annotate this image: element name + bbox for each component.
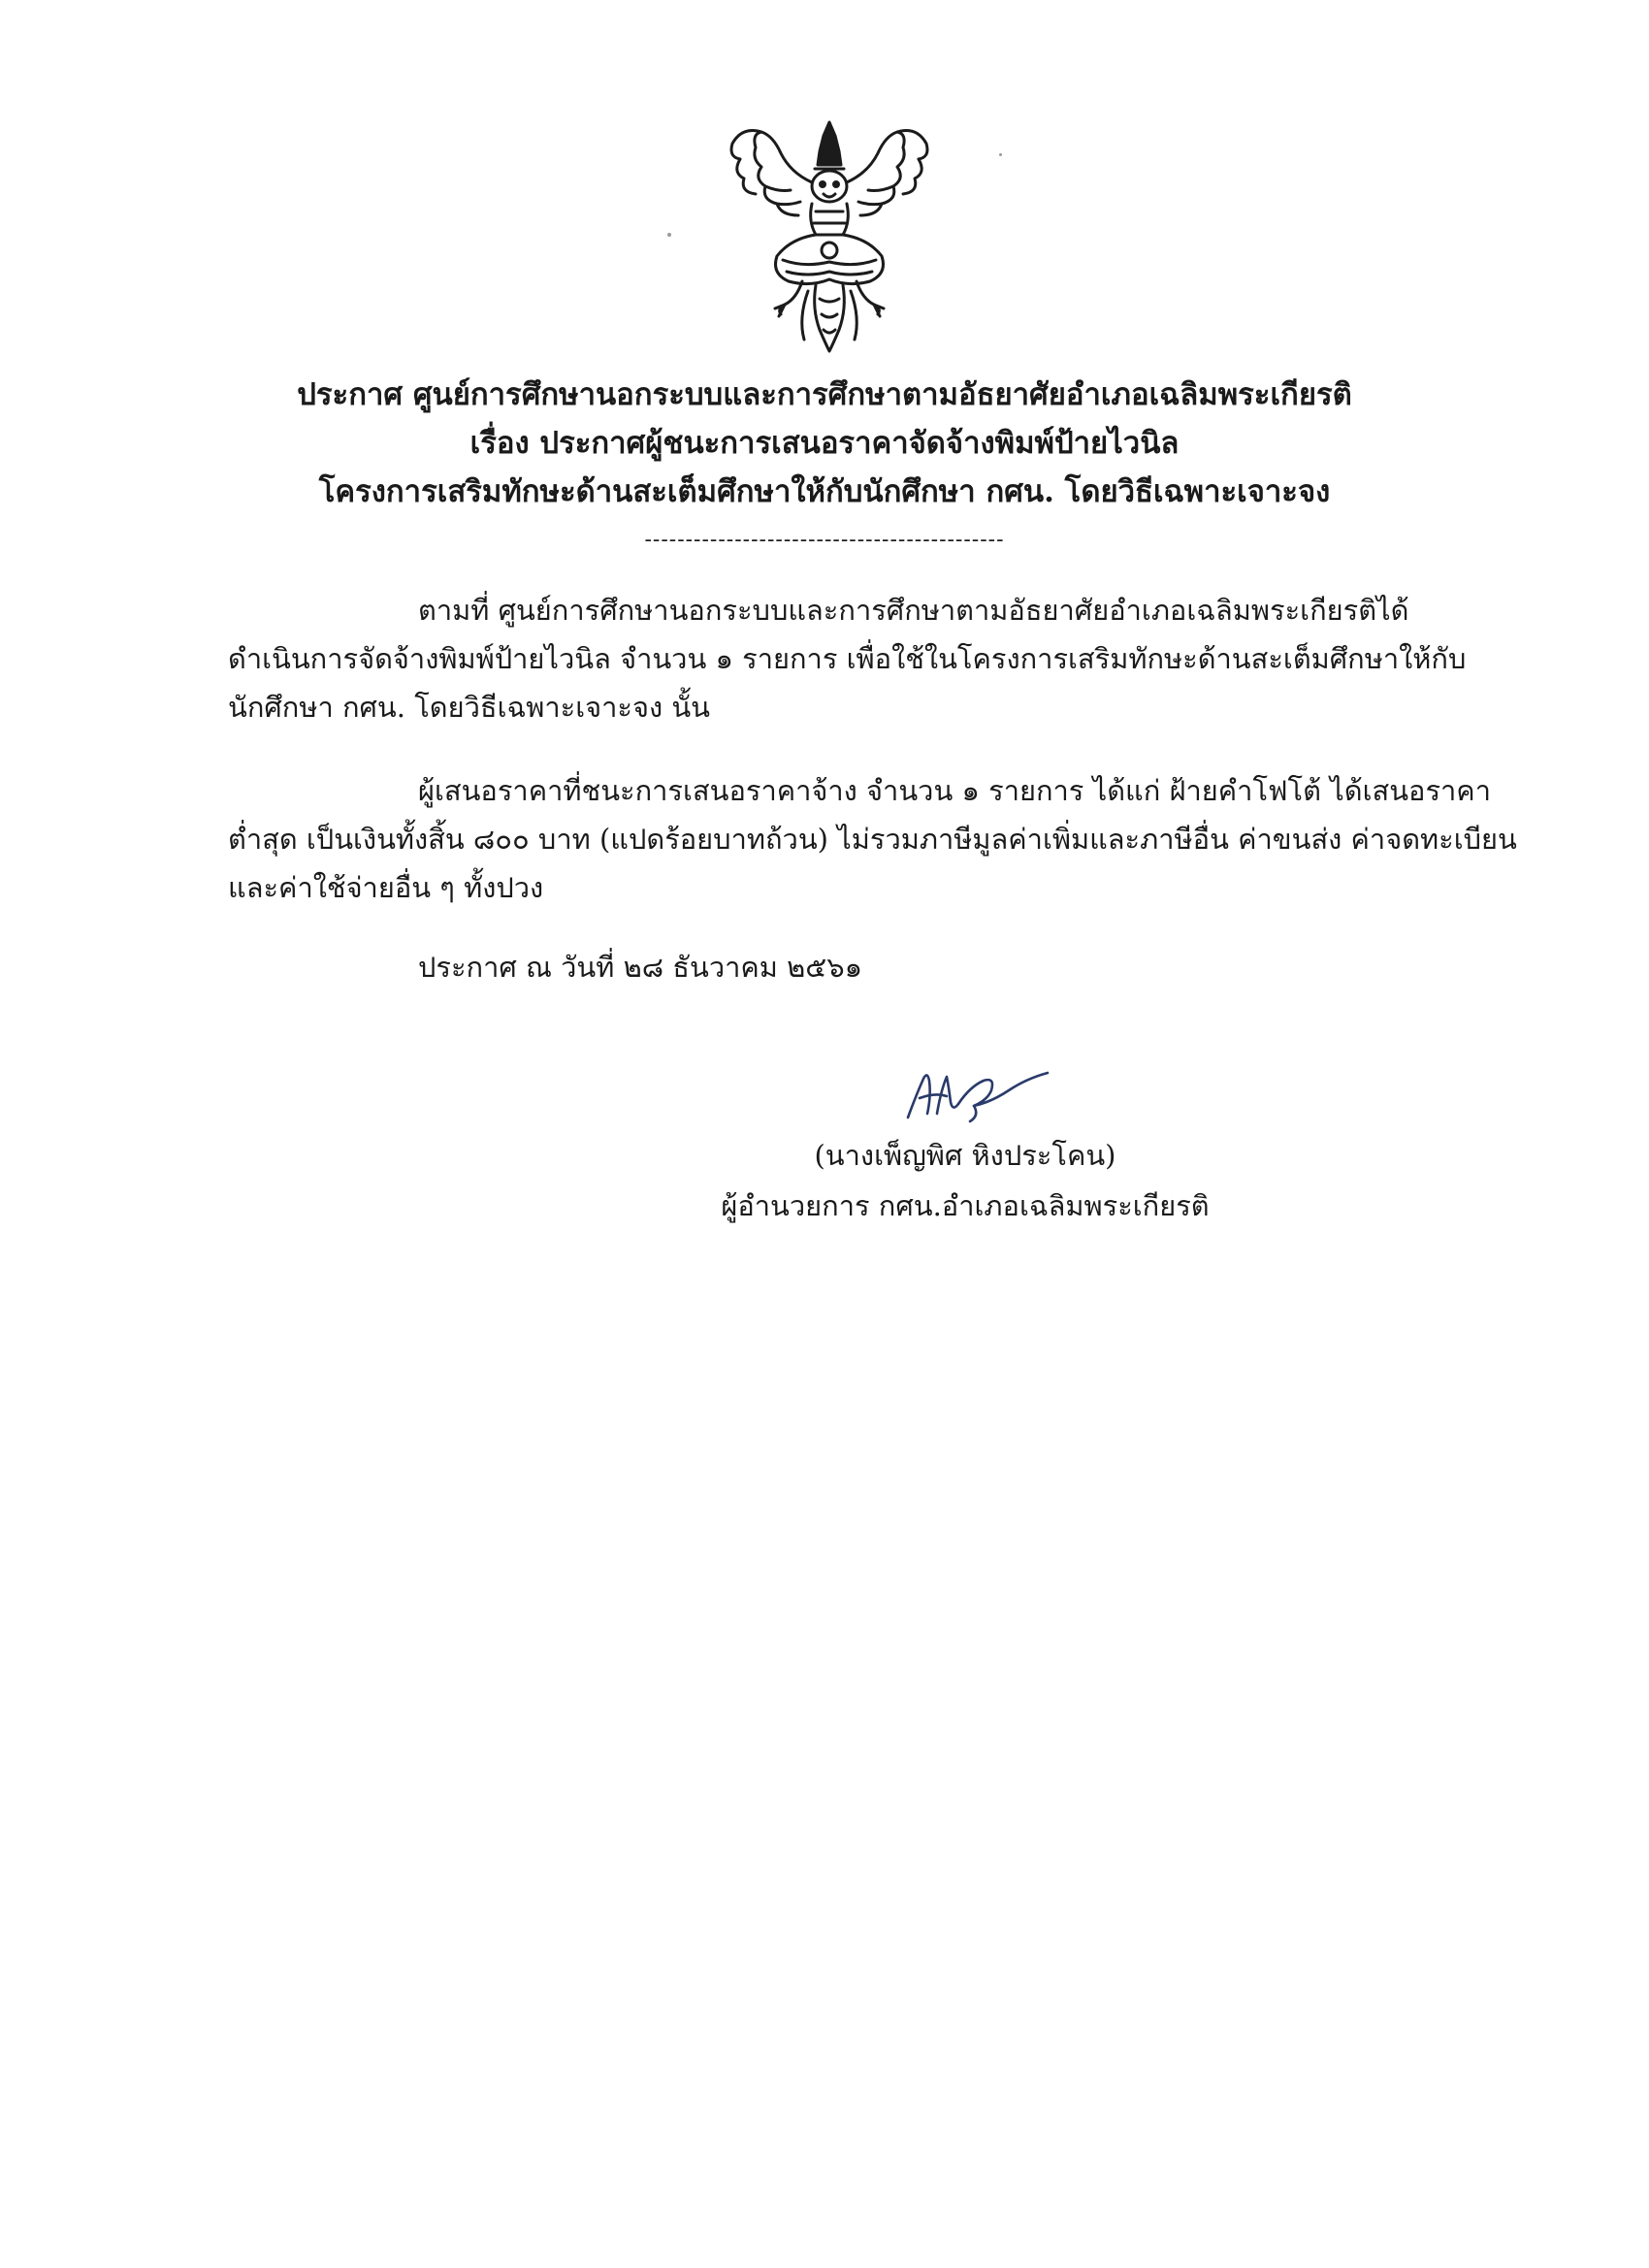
signer-name: (นางเพ็ญพิศ หิงประโคน) [814, 1139, 1116, 1172]
header-project: โครงการเสริมทักษะด้านสะเต็มศึกษาให้กับนักศึกษา กศน. โดยวิธีเฉพาะเจาะจง [318, 474, 1331, 509]
signer-title: ผู้อำนวยการ กศน.อำเภอเฉลิมพระเกียรติ [721, 1189, 1210, 1222]
paragraph-line: ตามที่ ศูนย์การศึกษานอกระบบและการศึกษาตามอัธยาศัยอำเภอเฉลิมพระเกียรติได้ [418, 594, 1409, 627]
garuda-emblem-icon [723, 114, 936, 357]
header-subject: เรื่อง ประกาศผู้ชนะการเสนอราคาจัดจ้างพิมพ์ป้ายไวนิล [469, 426, 1180, 461]
paragraph-line: ดำเนินการจัดจ้างพิมพ์ป้ายไวนิล จำนวน ๑ รายการ เพื่อใช้ในโครงการเสริมทักษะด้านสะเต็มศึกษาให้กับ [228, 642, 1467, 675]
announcement-date: ประกาศ ณ วันที่ ๒๘ ธันวาคม ๒๕๖๑ [418, 951, 863, 984]
paragraph-line: ต่ำสุด เป็นเงินทั้งสิ้น ๘๐๐ บาท (แปดร้อยบาทถ้วน) ไม่รวมภาษีมูลค่าเพิ่มและภาษีอื่น ค่าขนส่ง ค่าจดทะเบียน [228, 823, 1517, 856]
scan-speck [667, 233, 671, 237]
announcement-header [0, 371, 1649, 516]
handwritten-signature [902, 1057, 1057, 1125]
header-title: ประกาศ ศูนย์การศึกษานอกระบบและการศึกษาตามอัธยาศัยอำเภอเฉลิมพระเกียรติ [297, 377, 1352, 412]
paragraph-line: และค่าใช้จ่ายอื่น ๆ ทั้งปวง [228, 871, 544, 904]
header-divider: -------------------------------------------- [644, 528, 1005, 552]
scan-speck [999, 153, 1002, 156]
paragraph-line: ผู้เสนอราคาที่ชนะการเสนอราคาจ้าง จำนวน ๑ รายการ ได้แก่ ฝ้ายคำโฟโต้ ได้เสนอราคา [418, 774, 1491, 807]
body-paragraph-2 [228, 766, 1517, 912]
body-paragraph-1 [228, 586, 1470, 731]
paragraph-line: นักศึกษา กศน. โดยวิธีเฉพาะเจาะจง นั้น [228, 691, 711, 724]
